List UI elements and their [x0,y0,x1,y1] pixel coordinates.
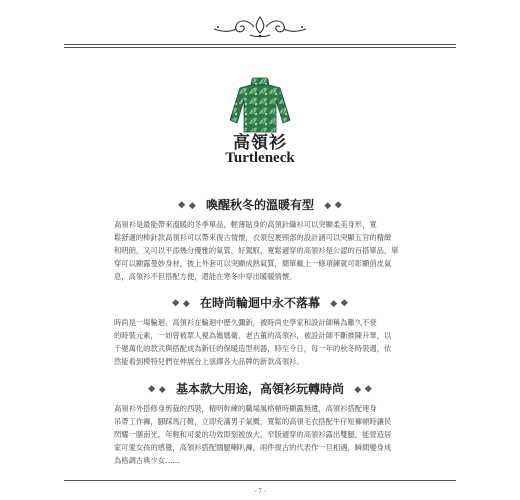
section-paragraph [114,218,408,283]
section-heading [0,294,520,311]
paragraph-line: 和明朗，又可以平添幾分優雅的氣質，好駕馭，寬鬆適穿的高領衫是公認的百搭單品，單 [114,246,399,255]
section-heading [0,196,520,213]
scroll-ornament-icon [210,13,310,39]
top-rule [64,44,456,45]
paragraph-line: 高領衫是最能帶來溫暖的冬季單品，輕薄貼身的高領針織衫可以突顯柔美身形，寬 [114,220,377,229]
section-heading [0,380,520,397]
diamond-ornament-icon: ◆ ❖ [354,384,373,395]
bottom-rule [64,480,456,481]
paragraph-line: 為格調古典少女…… [114,456,180,465]
paragraph-line: 然能看到模特兒們在伸展台上演繹各大品牌的新款高領衫。 [114,357,304,366]
paragraph-line: 吊帶工作褲，腳踩馬汀靴，立即充滿男子氣概，寬鬆的高領毛衣搭配牛仔短褲頓時讓民 [114,417,392,426]
paragraph-line: 閃耀一膳南光，年輕和可愛的功效即刻被放大，窄版適穿的高領衫露出雙腿，能營造居 [114,430,392,439]
product-title-english: Turtleneck [225,150,295,166]
paragraph-line: 的時裝元素，一如曾被眾人視為媽媽衛、老古董的高領衫，被設計師不斷推陳升華，以 [114,331,392,340]
diamond-ornament-icon: ❖ ◆ [171,298,190,309]
diamond-ornament-icon: ◆ ❖ [330,298,349,309]
section-paragraph [114,316,408,368]
diamond-ornament-icon: ❖ ◆ [147,384,166,395]
top-rule-inner [64,47,456,48]
section-heading-text: 在時尚輪迴中永不落幕 [199,296,320,310]
paragraph-line: 息，高領衫不但搭配方便，還能在寒冬中穿出暖暖情懷。 [114,272,297,281]
section-heading-text: 基本款大用途，高領衫玩轉時尚 [175,382,344,396]
leaf-print-turtleneck-icon [228,76,292,134]
paragraph-line: 千變萬化的款式與搭配成為新任的保暖造型利器，時至今日，每一年的秋冬時裝週，依 [114,344,392,353]
page-number: - 7 - [254,488,266,495]
diamond-ornament-icon: ◆ ❖ [324,200,343,211]
paragraph-line: 家可愛女孩的感覺，高領衫搭配闊腿喇叭褲，兩件復古的代表作一旦相遇，瞬間變身成 [114,443,392,452]
diamond-ornament-icon: ❖ ◆ [177,200,196,211]
product-title-chinese: 高領衫 [233,133,287,153]
paragraph-line: 穿可以顯露曼妙身材，披上外套可以突顯成熟氣質，簡單戴上一條項鍊就可彰顯俏皮氣 [114,259,392,268]
paragraph-line: 鬆舒適的棒針款高領衫可以帶來復古情懷，衣領包裹頸部的設計涵可以突顯五官的精緻 [114,233,392,242]
section-heading-text: 喚醒秋冬的溫暖有型 [205,198,314,212]
paragraph-line: 時尚是一場輪迴，高領衫在輪迴中歷久彌新，被時尚史學家和設計師稱為難久不衰 [114,318,377,327]
paragraph-line: 高領衫外搭修身剪裁的西裝，精明幹練的職場風格頓時顯露無遺，高領衫搭配連身 [114,404,377,413]
section-paragraph [114,402,408,467]
